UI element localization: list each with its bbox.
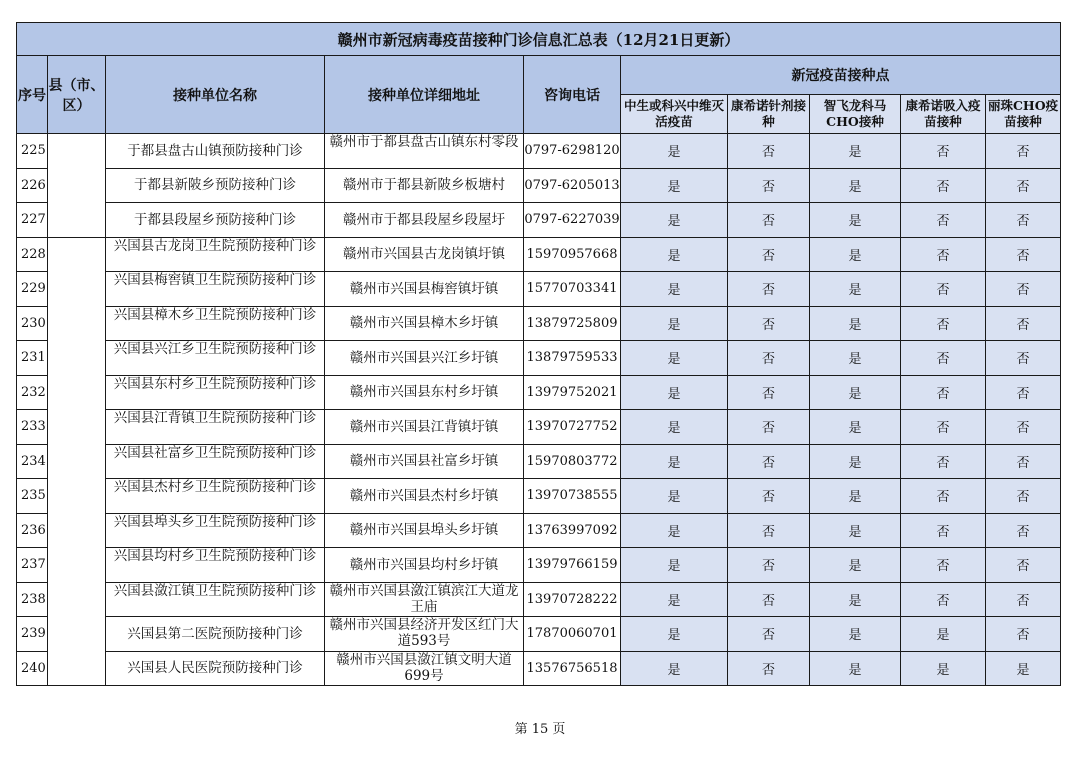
row-vaccine-livzon-cho: 是 bbox=[986, 651, 1061, 686]
row-vaccine-cansino-inhaled: 否 bbox=[901, 410, 986, 445]
row-vaccine-cansino-injection: 否 bbox=[728, 237, 810, 272]
table-title: 赣州市新冠病毒疫苗接种门诊信息汇总表（12月21日更新） bbox=[17, 23, 1061, 56]
row-address: 赣州市兴国县古龙岗镇圩镇 bbox=[325, 237, 524, 272]
row-vaccine-livzon-cho: 否 bbox=[986, 582, 1061, 617]
row-address: 赣州市于都县新陂乡板塘村 bbox=[325, 168, 524, 203]
row-vaccine-inactivated: 是 bbox=[621, 341, 728, 376]
row-vaccine-livzon-cho: 否 bbox=[986, 548, 1061, 583]
row-vaccine-zhifei-cho: 是 bbox=[810, 341, 901, 376]
row-vaccine-cansino-injection: 否 bbox=[728, 582, 810, 617]
row-vaccine-cansino-inhaled: 否 bbox=[901, 444, 986, 479]
row-vaccine-zhifei-cho: 是 bbox=[810, 306, 901, 341]
row-phone: 15970957668 bbox=[524, 237, 621, 272]
page-number: 第 15 页 bbox=[514, 722, 566, 737]
row-phone: 13970738555 bbox=[524, 479, 621, 514]
row-unit-name: 兴国县古龙岗卫生院预防接种门诊 bbox=[113, 237, 317, 254]
row-vaccine-cansino-inhaled: 否 bbox=[901, 203, 986, 238]
row-address: 赣州市兴国县东村乡圩镇 bbox=[325, 375, 524, 410]
row-unit-name: 兴国县东村乡卫生院预防接种门诊 bbox=[113, 375, 317, 392]
row-vaccine-inactivated: 是 bbox=[621, 203, 728, 238]
row-vaccine-cansino-inhaled: 否 bbox=[901, 134, 986, 169]
row-vaccine-inactivated: 是 bbox=[621, 444, 728, 479]
table-row bbox=[17, 651, 1061, 686]
row-phone: 13763997092 bbox=[524, 513, 621, 548]
row-vaccine-zhifei-cho: 是 bbox=[810, 617, 901, 652]
row-unit-name: 兴国县社富乡卫生院预防接种门诊 bbox=[113, 444, 317, 461]
row-vaccine-livzon-cho: 否 bbox=[986, 272, 1061, 307]
row-vaccine-zhifei-cho: 是 bbox=[810, 168, 901, 203]
row-vaccine-cansino-inhaled: 否 bbox=[901, 237, 986, 272]
row-unit-name: 兴国县兴江乡卫生院预防接种门诊 bbox=[113, 341, 317, 358]
row-seq: 234 bbox=[17, 444, 48, 479]
row-vaccine-zhifei-cho: 是 bbox=[810, 548, 901, 583]
row-vaccine-livzon-cho: 否 bbox=[986, 617, 1061, 652]
header-vaccine-inactivated: 中生或科兴中维灭活疫苗 bbox=[621, 95, 728, 134]
row-unit-name: 兴国县均村乡卫生院预防接种门诊 bbox=[113, 548, 317, 565]
row-vaccine-livzon-cho: 否 bbox=[986, 203, 1061, 238]
row-phone: 13879725809 bbox=[524, 306, 621, 341]
row-vaccine-zhifei-cho: 是 bbox=[810, 479, 901, 514]
row-vaccine-inactivated: 是 bbox=[621, 168, 728, 203]
row-vaccine-cansino-injection: 否 bbox=[728, 272, 810, 307]
row-vaccine-inactivated: 是 bbox=[621, 513, 728, 548]
row-vaccine-inactivated: 是 bbox=[621, 134, 728, 169]
table-row bbox=[17, 203, 1061, 238]
row-vaccine-cansino-inhaled: 否 bbox=[901, 306, 986, 341]
row-unit-name: 兴国县人民医院预防接种门诊 bbox=[106, 651, 325, 686]
row-vaccine-cansino-inhaled: 否 bbox=[901, 375, 986, 410]
row-address: 赣州市于都县段屋乡段屋圩 bbox=[325, 203, 524, 238]
row-address: 赣州市兴国县兴江乡圩镇 bbox=[325, 341, 524, 376]
header-address: 接种单位详细地址 bbox=[325, 56, 524, 134]
row-phone: 15770703341 bbox=[524, 272, 621, 307]
row-unit-name: 兴国县梅窖镇卫生院预防接种门诊 bbox=[113, 272, 317, 289]
row-vaccine-zhifei-cho: 是 bbox=[810, 513, 901, 548]
row-vaccine-zhifei-cho: 是 bbox=[810, 272, 901, 307]
header-vaccine-cansino-inhaled: 康希诺吸入疫苗接种 bbox=[901, 95, 986, 134]
header-vaccine-group: 新冠疫苗接种点 bbox=[621, 56, 1061, 95]
row-vaccine-cansino-inhaled: 否 bbox=[901, 513, 986, 548]
table-row bbox=[17, 479, 1061, 514]
table-row bbox=[17, 272, 1061, 307]
row-vaccine-zhifei-cho: 是 bbox=[810, 651, 901, 686]
row-vaccine-zhifei-cho: 是 bbox=[810, 203, 901, 238]
header-vaccine-livzon-cho: 丽珠CHO疫苗接种 bbox=[986, 95, 1061, 134]
row-seq: 229 bbox=[17, 272, 48, 307]
row-seq: 232 bbox=[17, 375, 48, 410]
row-address: 赣州市兴国县潋江镇文明大道699号 bbox=[336, 651, 512, 684]
row-vaccine-cansino-injection: 否 bbox=[728, 168, 810, 203]
row-seq: 236 bbox=[17, 513, 48, 548]
row-vaccine-livzon-cho: 否 bbox=[986, 513, 1061, 548]
row-seq: 233 bbox=[17, 410, 48, 445]
row-vaccine-inactivated: 是 bbox=[621, 375, 728, 410]
row-vaccine-zhifei-cho: 是 bbox=[810, 237, 901, 272]
row-vaccine-zhifei-cho: 是 bbox=[810, 410, 901, 445]
row-vaccine-cansino-inhaled: 否 bbox=[901, 479, 986, 514]
vaccination-sites-table bbox=[16, 22, 1061, 686]
row-vaccine-cansino-injection: 否 bbox=[728, 444, 810, 479]
row-seq: 226 bbox=[17, 168, 48, 203]
table-row bbox=[17, 513, 1061, 548]
row-phone: 13979752021 bbox=[524, 375, 621, 410]
row-vaccine-cansino-inhaled: 否 bbox=[901, 548, 986, 583]
row-address: 赣州市兴国县樟木乡圩镇 bbox=[325, 306, 524, 341]
row-phone: 15970803772 bbox=[524, 444, 621, 479]
row-seq: 227 bbox=[17, 203, 48, 238]
header-seq: 序号 bbox=[17, 56, 48, 134]
row-vaccine-livzon-cho: 否 bbox=[986, 410, 1061, 445]
row-vaccine-zhifei-cho: 是 bbox=[810, 582, 901, 617]
row-phone: 0797-6227039 bbox=[524, 203, 621, 238]
row-phone: 13970728222 bbox=[524, 582, 621, 617]
row-vaccine-cansino-injection: 否 bbox=[728, 617, 810, 652]
row-seq: 239 bbox=[17, 617, 48, 652]
row-phone: 17870060701 bbox=[524, 617, 621, 652]
row-phone: 13576756518 bbox=[524, 651, 621, 686]
row-vaccine-zhifei-cho: 是 bbox=[810, 375, 901, 410]
header-vaccine-cansino-injection: 康希诺针剂接种 bbox=[728, 95, 810, 134]
table-row bbox=[17, 617, 1061, 652]
row-vaccine-cansino-inhaled: 是 bbox=[901, 617, 986, 652]
row-vaccine-cansino-inhaled: 否 bbox=[901, 341, 986, 376]
row-vaccine-cansino-injection: 否 bbox=[728, 548, 810, 583]
header-vaccine-zhifei-cho: 智飞龙科马CHO接种 bbox=[810, 95, 901, 134]
row-unit-name: 兴国县杰村乡卫生院预防接种门诊 bbox=[113, 479, 317, 496]
table-row bbox=[17, 582, 1061, 617]
row-vaccine-cansino-inhaled: 否 bbox=[901, 168, 986, 203]
row-vaccine-inactivated: 是 bbox=[621, 582, 728, 617]
row-vaccine-cansino-injection: 否 bbox=[728, 134, 810, 169]
row-vaccine-cansino-injection: 否 bbox=[728, 513, 810, 548]
row-vaccine-livzon-cho: 否 bbox=[986, 168, 1061, 203]
row-vaccine-inactivated: 是 bbox=[621, 548, 728, 583]
row-vaccine-cansino-injection: 否 bbox=[728, 651, 810, 686]
county-cell-xingguo bbox=[48, 237, 106, 686]
row-phone: 13979766159 bbox=[524, 548, 621, 583]
row-vaccine-zhifei-cho: 是 bbox=[810, 444, 901, 479]
row-unit-name: 兴国县樟木乡卫生院预防接种门诊 bbox=[113, 306, 317, 323]
row-vaccine-cansino-injection: 否 bbox=[728, 479, 810, 514]
row-address: 赣州市兴国县潋江镇滨江大道龙王庙 bbox=[329, 582, 519, 615]
row-unit-name: 兴国县埠头乡卫生院预防接种门诊 bbox=[113, 513, 317, 530]
table-row bbox=[17, 444, 1061, 479]
row-unit-name: 于都县盘古山镇预防接种门诊 bbox=[106, 134, 325, 169]
row-vaccine-cansino-inhaled: 否 bbox=[901, 272, 986, 307]
table-row bbox=[17, 341, 1061, 376]
row-vaccine-cansino-injection: 否 bbox=[728, 375, 810, 410]
table-row bbox=[17, 548, 1061, 583]
row-vaccine-inactivated: 是 bbox=[621, 617, 728, 652]
row-vaccine-zhifei-cho: 是 bbox=[810, 134, 901, 169]
row-phone: 0797-6298120 bbox=[524, 134, 621, 169]
row-vaccine-cansino-injection: 否 bbox=[728, 410, 810, 445]
table-row bbox=[17, 134, 1061, 169]
table-row bbox=[17, 168, 1061, 203]
row-vaccine-inactivated: 是 bbox=[621, 651, 728, 686]
row-unit-name: 兴国县第二医院预防接种门诊 bbox=[106, 617, 325, 652]
row-address: 赣州市兴国县经济开发区红门大道593号 bbox=[329, 617, 519, 650]
county-cell-yudu bbox=[48, 134, 106, 238]
row-unit-name: 于都县段屋乡预防接种门诊 bbox=[106, 203, 325, 238]
row-vaccine-inactivated: 是 bbox=[621, 306, 728, 341]
row-vaccine-livzon-cho: 否 bbox=[986, 444, 1061, 479]
row-vaccine-cansino-injection: 否 bbox=[728, 306, 810, 341]
row-vaccine-livzon-cho: 否 bbox=[986, 375, 1061, 410]
table-row bbox=[17, 237, 1061, 272]
table-row bbox=[17, 375, 1061, 410]
row-phone: 13970727752 bbox=[524, 410, 621, 445]
header-phone: 咨询电话 bbox=[524, 56, 621, 134]
row-seq: 228 bbox=[17, 237, 48, 272]
header-unit-name: 接种单位名称 bbox=[106, 56, 325, 134]
table-row bbox=[17, 306, 1061, 341]
row-seq: 230 bbox=[17, 306, 48, 341]
row-address: 赣州市兴国县埠头乡圩镇 bbox=[325, 513, 524, 548]
header-county: 县（市、区） bbox=[48, 56, 106, 134]
row-seq: 231 bbox=[17, 341, 48, 376]
row-seq: 238 bbox=[17, 582, 48, 617]
row-unit-name: 兴国县潋江镇卫生院预防接种门诊 bbox=[113, 582, 317, 599]
row-vaccine-livzon-cho: 否 bbox=[986, 237, 1061, 272]
table-row bbox=[17, 410, 1061, 445]
row-unit-name: 于都县新陂乡预防接种门诊 bbox=[106, 168, 325, 203]
row-vaccine-inactivated: 是 bbox=[621, 479, 728, 514]
row-vaccine-livzon-cho: 否 bbox=[986, 479, 1061, 514]
row-address: 赣州市兴国县江背镇圩镇 bbox=[325, 410, 524, 445]
row-vaccine-cansino-inhaled: 是 bbox=[901, 651, 986, 686]
row-vaccine-livzon-cho: 否 bbox=[986, 306, 1061, 341]
row-seq: 237 bbox=[17, 548, 48, 583]
row-vaccine-cansino-inhaled: 否 bbox=[901, 582, 986, 617]
row-vaccine-cansino-injection: 否 bbox=[728, 341, 810, 376]
row-vaccine-inactivated: 是 bbox=[621, 272, 728, 307]
row-address: 赣州市兴国县均村乡圩镇 bbox=[325, 548, 524, 583]
row-phone: 0797-6205013 bbox=[524, 168, 621, 203]
row-vaccine-inactivated: 是 bbox=[621, 237, 728, 272]
row-seq: 235 bbox=[17, 479, 48, 514]
row-vaccine-livzon-cho: 否 bbox=[986, 341, 1061, 376]
row-vaccine-cansino-injection: 否 bbox=[728, 203, 810, 238]
row-seq: 225 bbox=[17, 134, 48, 169]
row-seq: 240 bbox=[17, 651, 48, 686]
row-vaccine-inactivated: 是 bbox=[621, 410, 728, 445]
row-address: 赣州市于都县盘古山镇东村零段 bbox=[329, 134, 519, 151]
row-address: 赣州市兴国县社富乡圩镇 bbox=[325, 444, 524, 479]
row-vaccine-livzon-cho: 否 bbox=[986, 134, 1061, 169]
row-address: 赣州市兴国县梅窖镇圩镇 bbox=[325, 272, 524, 307]
row-address: 赣州市兴国县杰村乡圩镇 bbox=[325, 479, 524, 514]
row-unit-name: 兴国县江背镇卫生院预防接种门诊 bbox=[113, 410, 317, 427]
row-phone: 13879759533 bbox=[524, 341, 621, 376]
